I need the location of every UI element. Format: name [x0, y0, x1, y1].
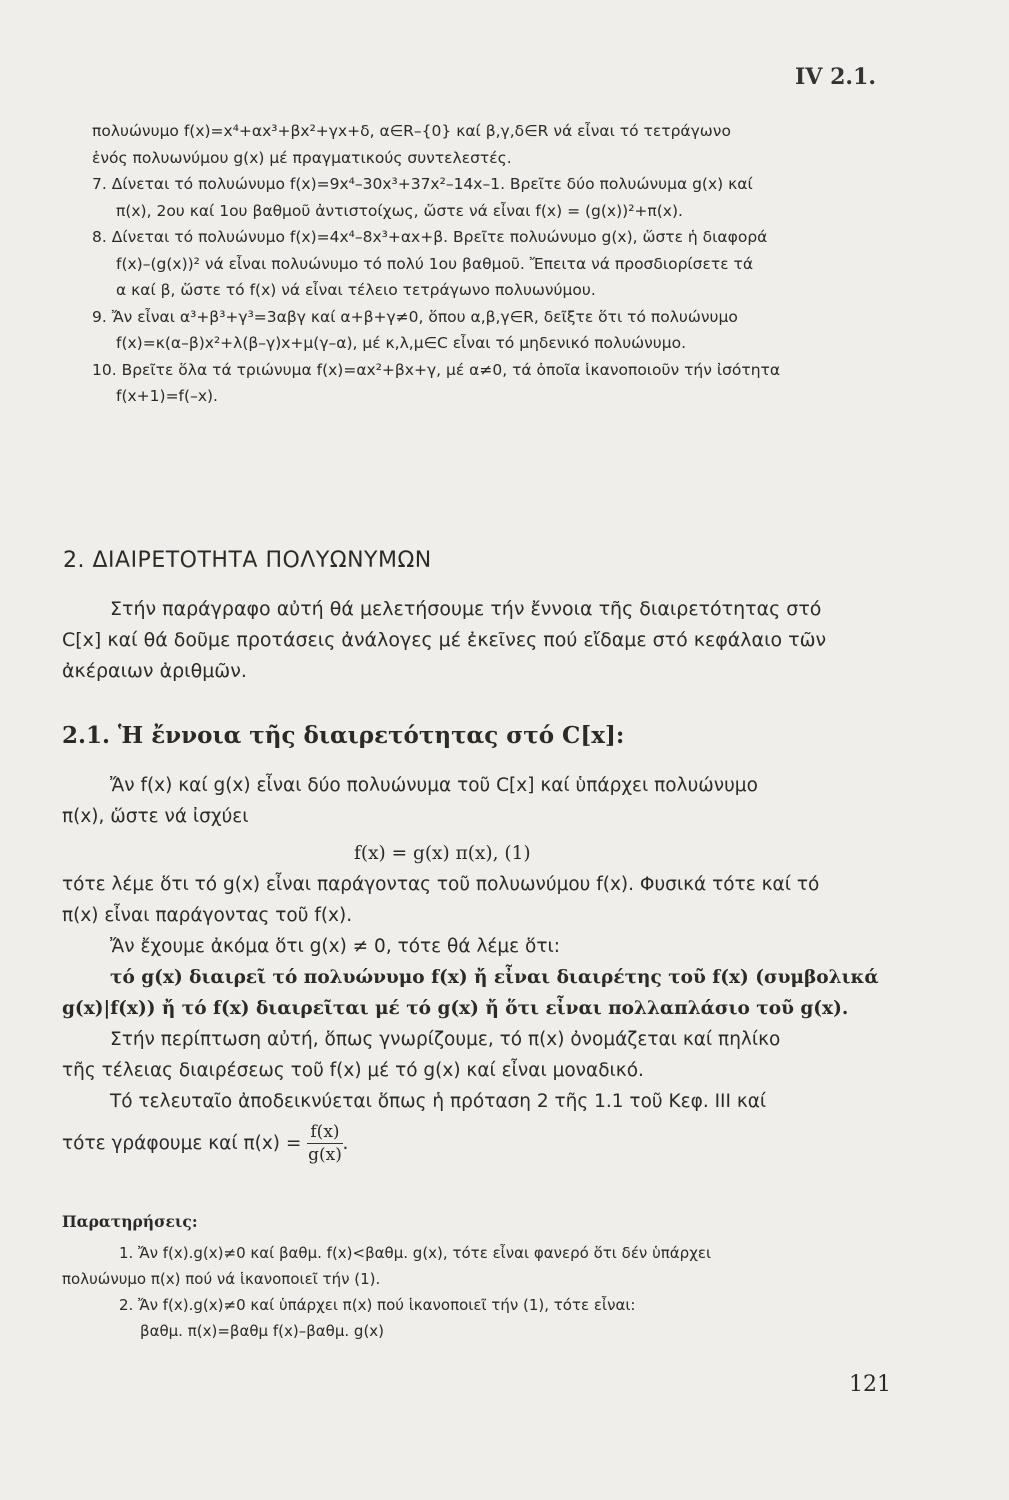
text-line: π(x) εἶναι παράγοντας τοῦ f(x). [62, 905, 353, 926]
notes-list [62, 1240, 892, 1344]
fraction [307, 1121, 342, 1166]
text-line: f(x)–(g(x))² νά εἶναι πολυώνυμο τό πολύ 1ου βαθμοῦ. Ἔπειτα νά προσδιορίσετε τά [116, 254, 754, 273]
text-line: Στήν περίπτωση αὐτή, ὅπως γνωρίζουμε, τό π(x) ὀνομάζεται καί πηλίκο [110, 1029, 781, 1050]
subsection-title: 2.1. Ἡ ἔννοια τῆς διαιρετότητας στό C[x]: [62, 722, 625, 749]
running-header: IV 2.1. [795, 64, 876, 90]
notes-title: Παρατηρήσεις: [62, 1212, 198, 1231]
text-line: 10. Βρεῖτε ὅλα τά τριώνυμα f(x)=αx²+βx+γ, μέ α≠0, τά ὁποῖα ἱκανοποιοῦν τήν ἰσότητα [92, 360, 781, 379]
equation-1 [62, 838, 892, 869]
text-line: πολυώνυμο f(x)=x⁴+αx³+βx²+γx+δ, α∈R–{0} καί β,γ,δ∈R νά εἶναι τό τετράγωνο [92, 122, 731, 140]
section-title: 2. ΔΙΑΙΡΕΤΟΤΗΤΑ ΠΟΛΥΩΝΥΜΩΝ [63, 548, 432, 573]
text-line: f(x+1)=f(–x). [116, 387, 218, 405]
text-line: 1. Ἄν f(x).g(x)≠0 καί βαθμ. f(x)<βαθμ. g(x), τότε εἶναι φανερό ὅτι δέν ὑπάρχει [119, 1244, 712, 1262]
exercise-continuation [92, 118, 900, 171]
text-line: 2. Ἄν f(x).g(x)≠0 καί ὑπάρχει π(x) πού ἱκανοποιεῖ τήν (1), τότε εἶναι: [119, 1296, 636, 1314]
fraction-numerator: f(x) [307, 1121, 342, 1144]
page-number: 121 [849, 1372, 891, 1397]
text-line: τῆς τέλειας διαιρέσεως τοῦ f(x) μέ τό g(x) καί εἶναι μοναδικό. [62, 1060, 644, 1081]
text-line: C[x] καί θά δοῦμε προτάσεις ἀνάλογες μέ ἐκεῖνες πού εἴδαμε στό κεφάλαιο τῶν [62, 629, 827, 651]
text-line: 8. Δίνεται τό πολυώνυμο f(x)=4x⁴–8x³+αx+β. Βρεῖτε πολυώνυμο g(x), ὥστε ἡ διαφορά [92, 228, 768, 246]
text-line: π(x), 2ου καί 1ου βαθμοῦ ἀντιστοίχως, ὥστε νά εἶναι f(x) = (g(x))²+π(x). [116, 201, 683, 220]
text-line: τό g(x) διαιρεῖ τό πολυώνυμο f(x) ἤ εἶναι διαιρέτης τοῦ f(x) (συμβολικά [110, 967, 879, 988]
equation-text: f(x) = g(x) π(x), [354, 843, 499, 864]
text-line: Τό τελευταῖο ἀποδεικνύεται ὅπως ἡ πρόταση 2 τῆς 1.1 τοῦ Κεφ. III καί [110, 1091, 767, 1112]
exercise-8 [92, 224, 900, 304]
quotient-formula: τότε γράφουμε καί π(x) = $\frac{f(x)}{g(x)}$ . [62, 1122, 349, 1165]
exercise-10 [92, 357, 900, 410]
text-line: Ἄν f(x) καί g(x) εἶναι δύο πολυώνυμα τοῦ C[x] καί ὑπάρχει πολυώνυμο [110, 775, 758, 796]
text-line: ἀκέραιων ἀριθμῶν. [62, 660, 247, 682]
section-intro [62, 594, 892, 687]
equation-number: (1) [504, 843, 531, 864]
text-line: 7. Δίνεται τό πολυώνυμο f(x)=9x⁴–30x³+37x²–14x–1. Βρεῖτε δύο πολυώνυμα g(x) καί [92, 175, 753, 193]
exercise-9 [92, 304, 900, 357]
text-line: α καί β, ὥστε τό f(x) νά εἶναι τέλειο τετράγωνο πολυωνύμου. [116, 281, 596, 299]
text-line: βαθμ. π(x)=βαθμ f(x)–βαθμ. g(x) [140, 1322, 385, 1340]
text-line: ἑνός πολυωνύμου g(x) μέ πραγματικούς συντελεστές. [92, 148, 512, 167]
text-line: τότε λέμε ὅτι τό g(x) εἶναι παράγοντας τοῦ πολυωνύμου f(x). Φυσικά τότε καί τό [62, 874, 820, 895]
text-line: 9. Ἄν εἶναι α³+β³+γ³=3αβγ καί α+β+γ≠0, ὅπου α,β,γ∈R, δεῖξτε ὅτι τό πολυώνυμο [92, 307, 738, 326]
text-line: τότε γράφουμε καί π(x) = [62, 1133, 302, 1154]
text-line: f(x)=κ(α–β)x²+λ(β–γ)x+μ(γ–α), μέ κ,λ,μ∈C εἶναι τό μηδενικό πολυώνυμο. [116, 334, 687, 352]
text-line: g(x)|f(x)) ἤ τό f(x) διαιρεῖται μέ τό g(x) ἤ ὅτι εἶναι πολλαπλάσιο τοῦ g(x). [62, 998, 849, 1019]
text-line: π(x), ὥστε νά ἰσχύει [62, 806, 249, 827]
text-line: πολυώνυμο π(x) πού νά ἱκανοποιεῖ τήν (1). [62, 1270, 381, 1288]
text-line: Ἄν ἔχουμε ἀκόμα ὅτι g(x) ≠ 0, τότε θά λέμε ὅτι: [110, 936, 560, 957]
subsection-body [62, 770, 892, 1166]
fraction-denominator: g(x) [308, 1145, 342, 1165]
text-line: Στήν παράγραφο αὐτή θά μελετήσουμε τήν ἔννοια τῆς διαιρετότητας στό [110, 598, 822, 620]
exercise-list [92, 118, 900, 410]
exercise-7 [92, 171, 900, 224]
